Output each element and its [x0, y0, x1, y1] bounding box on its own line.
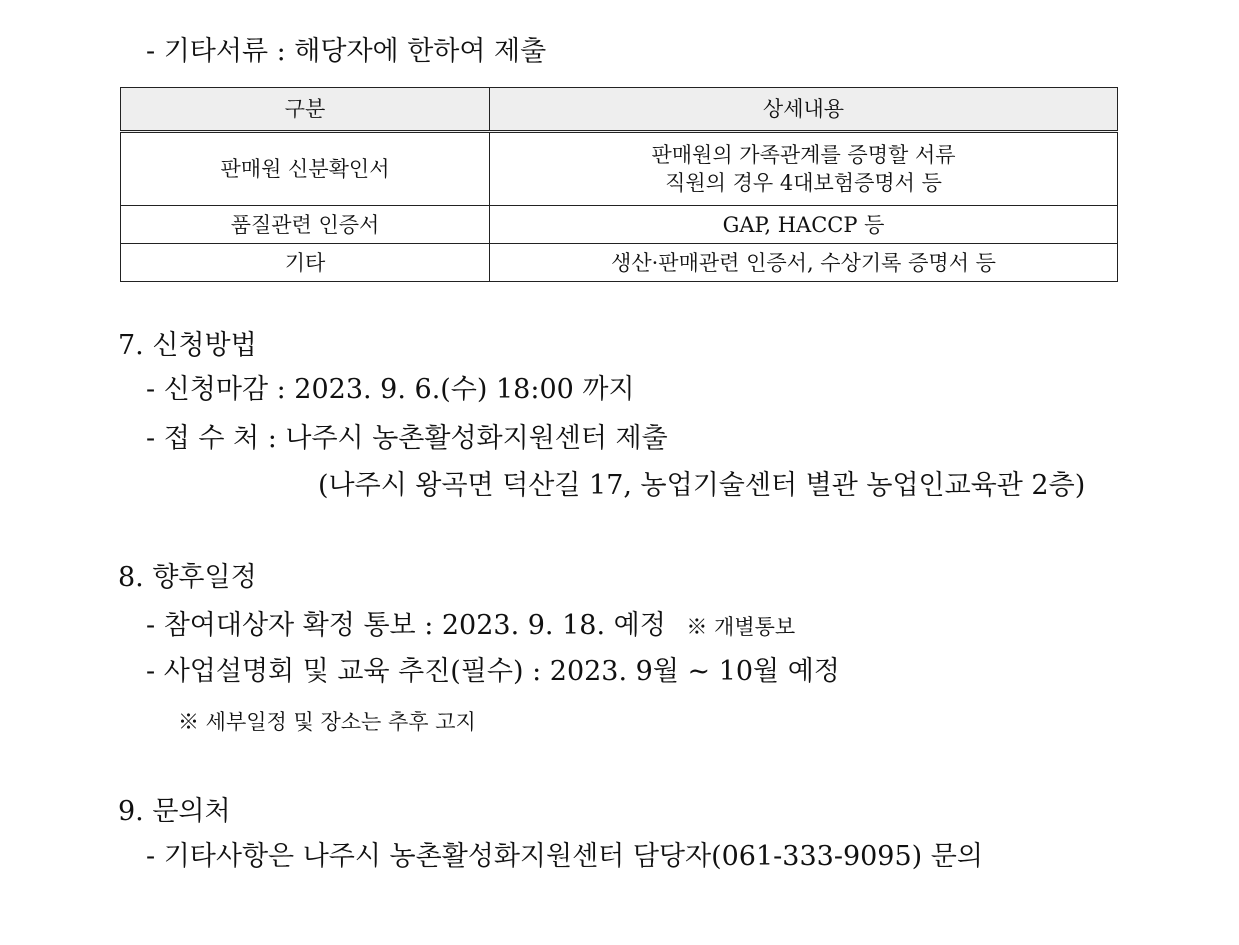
contact-info: - 기타사항은 나주시 농촌활성화지원센터 담당자(061-333-9095) 문의 — [146, 841, 983, 872]
detail-schedule-note: ※ 세부일정 및 장소는 추후 고지 — [178, 710, 476, 734]
table-cell-detail-line: 판매원의 가족관계를 증명할 서류 — [651, 143, 956, 167]
table-cell-category: 기타 — [121, 244, 490, 282]
table-row — [121, 206, 1118, 244]
briefing-schedule: - 사업설명회 및 교육 추진(필수) : 2023. 9월 ~ 10월 예정 — [146, 656, 840, 687]
application-deadline: - 신청마감 : 2023. 9. 6.(수) 18:00 까지 — [146, 374, 635, 405]
section8-heading: 8. 향후일정 — [118, 562, 257, 593]
table-cell-detail: 생산·판매관련 인증서, 수상기록 증명서 등 — [490, 244, 1118, 282]
table-row — [121, 132, 1118, 206]
reception-office: - 접 수 처 : 나주시 농촌활성화지원센터 제출 — [146, 423, 668, 454]
table-cell-category: 품질관련 인증서 — [121, 206, 490, 244]
schedule-notify: - 참여대상자 확정 통보 : 2023. 9. 18. 예정 — [146, 610, 666, 641]
table-header-row — [121, 88, 1118, 132]
other-docs-line: - 기타서류 : 해당자에 한하여 제출 — [146, 36, 547, 67]
table-cell-category: 판매원 신분확인서 — [121, 132, 490, 206]
section7-heading: 7. 신청방법 — [118, 330, 257, 361]
table-header-category: 구분 — [121, 88, 490, 132]
section9-heading: 9. 문의처 — [118, 796, 231, 827]
table-row — [121, 244, 1118, 282]
table-cell-detail-line: 직원의 경우 4대보험증명서 등 — [665, 171, 942, 195]
reception-address: (나주시 왕곡면 덕산길 17, 농업기술센터 별관 농업인교육관 2층) — [318, 470, 1086, 501]
table-header-detail: 상세내용 — [490, 88, 1118, 132]
notify-note: ※ 개별통보 — [686, 615, 796, 639]
table-cell-detail: GAP, HACCP 등 — [490, 206, 1118, 244]
table-cell-detail — [490, 132, 1118, 206]
schedule-notify-line — [146, 610, 795, 643]
documents-table — [120, 87, 1118, 282]
